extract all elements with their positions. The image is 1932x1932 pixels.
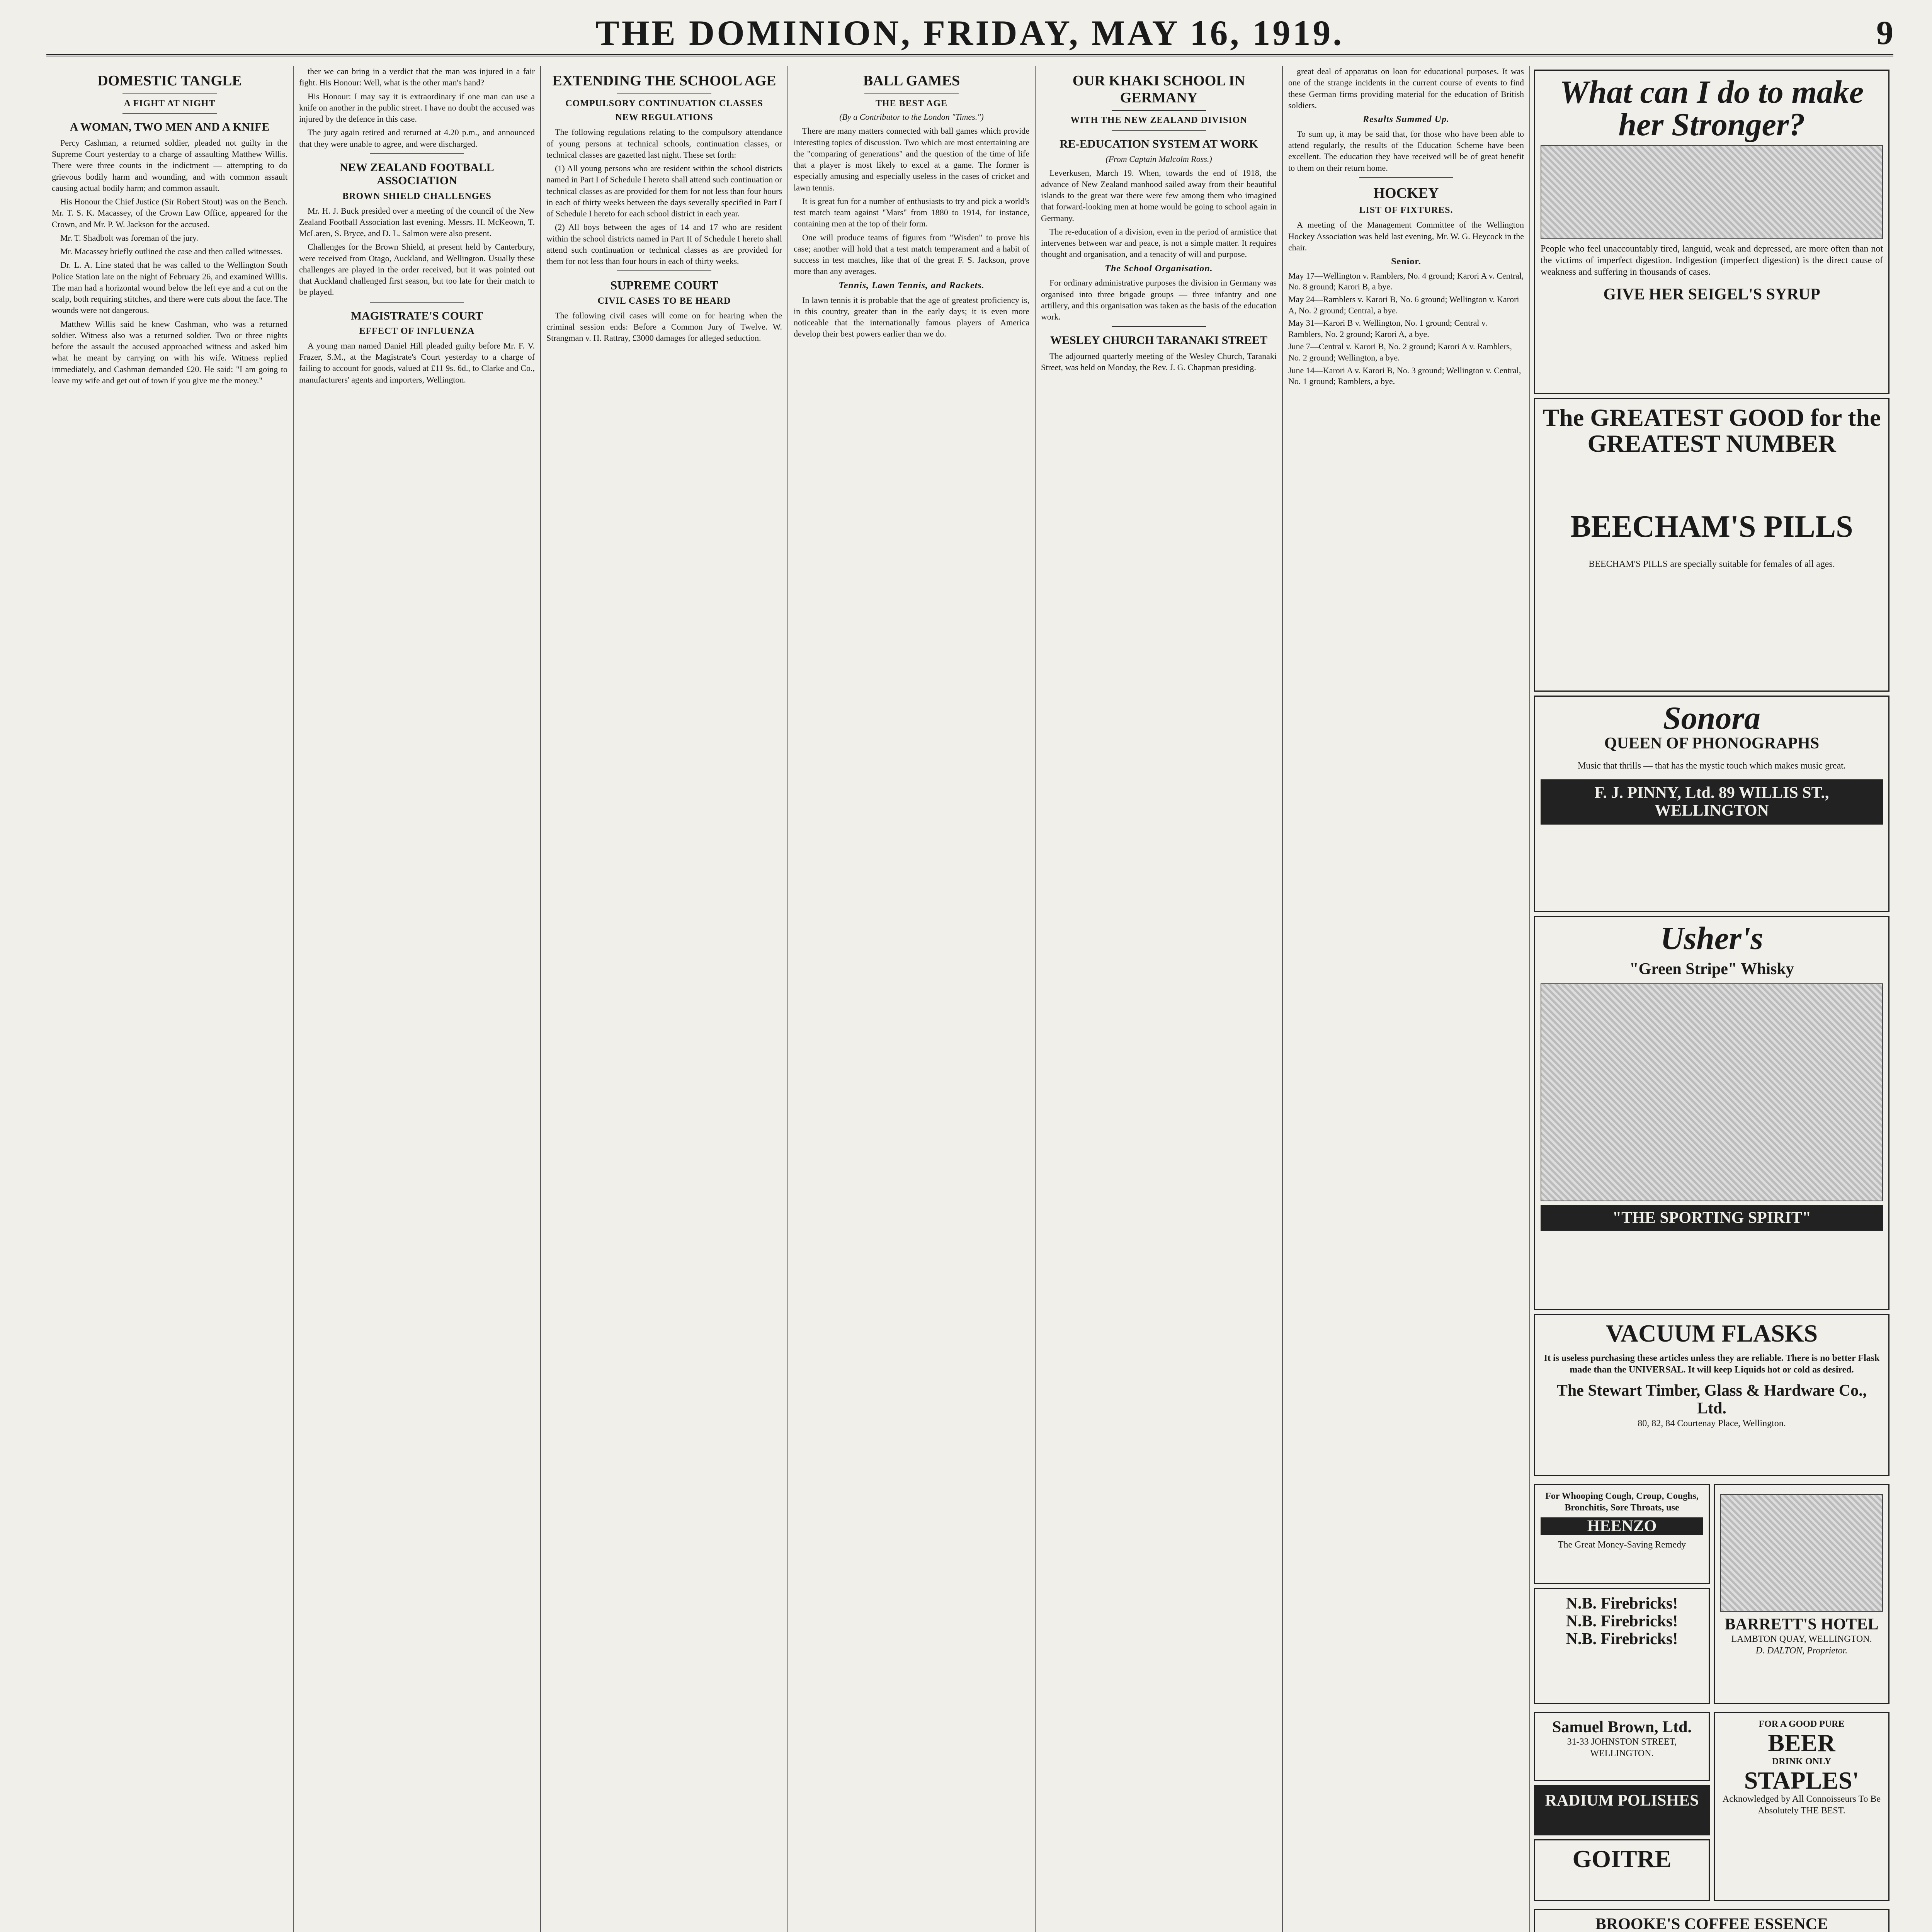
article-paragraph: Mr. Macassey briefly outlined the case and then called witnesses. bbox=[60, 247, 282, 257]
ad-proprietor: D. DALTON, Proprietor. bbox=[1755, 1646, 1848, 1656]
fixture-item: May 17—Wellington v. Ramblers, No. 4 ground; Karori A v. Central, No. 8 ground; Karori B, a bye. bbox=[1288, 270, 1524, 292]
ad-staples-beer bbox=[1714, 1712, 1889, 1901]
column-5 bbox=[1036, 66, 1283, 1932]
ad-row bbox=[1534, 1480, 1889, 1708]
illustration-woman bbox=[1541, 145, 1883, 239]
article-paragraph: The adjourned quarterly meeting of the Wesley Church, Taranaki Street, was held on Monday, the Rev. J. G. Chapman presiding. bbox=[1041, 351, 1277, 372]
illustration-hotel bbox=[1720, 1494, 1883, 1612]
ad-dealer: F. J. PINNY, Ltd. 89 WILLIS ST., WELLINGTON bbox=[1541, 779, 1883, 824]
ad-headline: The GREATEST GOOD for the GREATEST NUMBER bbox=[1543, 404, 1881, 457]
ad-heenzo bbox=[1534, 1484, 1710, 1584]
ad-firebricks bbox=[1534, 1588, 1710, 1704]
ad-body: People who feel unaccountably tired, languid, weak and depressed, are more often than not the victims of imperfect digestion. Indigestion (imperfect digestion) is the direct cause of weakness and suffering in thousands of cases. bbox=[1541, 244, 1883, 277]
ad-headline: For Whooping Cough, Croup, Coughs, Bronchitis, Sore Throats, use bbox=[1545, 1491, 1699, 1513]
headline-magistrates-court: MAGISTRATE'S COURT bbox=[350, 309, 483, 322]
subhead: WITH THE NEW ZEALAND DIVISION bbox=[1070, 115, 1247, 126]
ad-subtitle: The Great Money-Saving Remedy bbox=[1558, 1540, 1686, 1550]
article-paragraph: Percy Cashman, a returned soldier, pleaded not guilty in the Supreme Court yesterday to a charge of assaulting Matthew Willis. There were three counts in the indictment — attempting to do grievous bodily harm and wounding, and with common assault causing actual bodily harm; and common assault. bbox=[52, 138, 287, 193]
article-paragraph: Mr. H. J. Buck presided over a meeting of the council of the New Zealand Football Association last evening. Messrs. H. McKeown, T. McLaren, S. Bryce, and D. L. Salmon were also present. bbox=[299, 206, 535, 238]
ad-subtitle: QUEEN OF PHONOGRAPHS bbox=[1604, 735, 1820, 752]
headline-wesley-church: WESLEY CHURCH TARANAKI STREET bbox=[1050, 334, 1268, 347]
rule bbox=[370, 302, 464, 303]
headline-school-age: EXTENDING THE SCHOOL AGE bbox=[552, 73, 776, 89]
ad-brand: GIVE HER SEIGEL'S SYRUP bbox=[1603, 286, 1820, 303]
ad-tagline: "THE SPORTING SPIRIT" bbox=[1541, 1205, 1883, 1231]
article-paragraph: Matthew Willis said he knew Cashman, who was a returned soldier. Witness also was a returned soldier. Two or three nights before the assault the accused approached witness and asked him what he meant by carrying on with his wife. Witness replied immediately, and Cashman demanded £20. He said: "I am going to leave my wife and get out of town if you give me the money." bbox=[52, 319, 287, 385]
ad-subtitle: LAMBTON QUAY, WELLINGTON. bbox=[1731, 1634, 1872, 1645]
subhead: LIST OF FIXTURES. bbox=[1359, 205, 1453, 216]
article-paragraph: Dr. L. A. Line stated that he was called to the Wellington South Police Station late on the night of February 26, and examined Willis. The man had a horizontal wound below the left eye and a cut on the scalp, both requiring stitches, and there were cuts about the face. The wounds were not dangerous. bbox=[52, 260, 287, 315]
ad-firm: The Stewart Timber, Glass & Hardware Co., Ltd. bbox=[1556, 1382, 1867, 1418]
ad-vacuum-flasks bbox=[1534, 1314, 1889, 1476]
byline: (By a Contributor to the London "Times.") bbox=[839, 112, 984, 122]
rule bbox=[1112, 110, 1206, 111]
article-paragraph: In lawn tennis it is probable that the age of greatest proficiency is, in this country, greater than in the early days; it is even more noticeable that the internationally famous players of America develop their best powers earlier than we do. bbox=[794, 295, 1029, 339]
byline: (From Captain Malcolm Ross.) bbox=[1105, 154, 1212, 164]
ad-goitre bbox=[1534, 1839, 1710, 1901]
ad-ushers-whisky bbox=[1534, 916, 1889, 1310]
fixture-item: June 7—Central v. Karori B, No. 2 ground; Karori A v. Ramblers, No. 2 ground; Wellington, a bye. bbox=[1288, 342, 1512, 362]
ad-row bbox=[1534, 1708, 1889, 1905]
article-paragraph: The re-education of a division, even in the period of armistice that intervenes between war and peace, is not a simple matter. It requires thought and organisation, and a tenacity of will and purpose. bbox=[1041, 226, 1277, 259]
ad-address: 31-33 JOHNSTON STREET, WELLINGTON. bbox=[1567, 1737, 1677, 1759]
column-3 bbox=[541, 66, 788, 1932]
article-paragraph: For ordinary administrative purposes the division in Germany was organised into three brigade groups — three infantry and one artillery, and this organisation was taken as the basis of the education work. bbox=[1041, 278, 1277, 322]
ad-radium-polishes bbox=[1534, 1785, 1710, 1835]
ad-subtitle: "Green Stripe" Whisky bbox=[1629, 960, 1794, 978]
headline-hockey: HOCKEY bbox=[1373, 185, 1439, 201]
column-4 bbox=[788, 66, 1036, 1932]
section-heading: Tennis, Lawn Tennis, and Rackets. bbox=[838, 280, 985, 291]
column-1 bbox=[46, 66, 294, 1932]
ad-body: Music that thrills — that has the mystic touch which makes music great. bbox=[1578, 761, 1846, 771]
ad-brand: Usher's bbox=[1660, 920, 1764, 956]
ad-brand: BEER bbox=[1768, 1729, 1835, 1757]
fixture-item: May 24—Ramblers v. Karori B, No. 6 ground; Wellington v. Karori A, No. 2 ground; Central, a bye. bbox=[1288, 294, 1519, 315]
ad-body: It is useless purchasing these articles unless they are reliable. There is no better Flask made than the UNIVERSAL. It will keep Liquids hot or cold as desired. bbox=[1544, 1353, 1880, 1375]
article-paragraph: To sum up, it may be said that, for those who have been able to attend regularly, the results of the Education Scheme have been excellent. The education they have received will be of great benefit to them on their return home. bbox=[1288, 129, 1524, 173]
section-heading: Results Summed Up. bbox=[1362, 114, 1450, 124]
ad-brand: GOITRE bbox=[1572, 1845, 1672, 1872]
rule bbox=[1112, 130, 1206, 131]
article-paragraph: One will produce teams of figures from "Wisden" to prove his case; another will hold that a test match temperament and a habit of success in test matches, like that of the great F. S. Jackson, prove more than any averages. bbox=[794, 232, 1029, 276]
illustration-bottle bbox=[1541, 983, 1883, 1201]
article-paragraph: Leverkusen, March 19. When, towards the end of 1918, the advance of New Zealand manhood sailed away from their beautiful islands to the great war there were few among them who imagined that forward-looking men at home would be going to school again in Germany. bbox=[1041, 168, 1277, 223]
ad-mid: DRINK ONLY bbox=[1772, 1757, 1832, 1767]
fixture-item: May 31—Karori B v. Wellington, No. 1 ground; Central v. Ramblers, No. 2 ground; Karori A, a bye. bbox=[1288, 318, 1487, 339]
article-paragraph: The following civil cases will come on for hearing when the criminal session ends: Before a Common Jury of Twelve. W. Strangman v. H. Rattray, £3000 damages for alleged seduction. bbox=[546, 310, 782, 343]
article-paragraph: The following regulations relating to the compulsory attendance of young persons at technical schools, continuation classes, or technical classes are gazetted last night. These set forth: bbox=[546, 127, 782, 160]
article-paragraph: There are many matters connected with ball games which provide interesting topics of discussion. Two which are most entertaining are the "comparing of generations" and the question of the time of life that a player is most likely to excel at a game. The former is especially amusing and especially useless in the cases of cricket and lawn tennis. bbox=[794, 126, 1029, 192]
section-heading: The School Organisation. bbox=[1105, 263, 1213, 274]
subhead: CIVIL CASES TO BE HEARD bbox=[597, 296, 731, 306]
headline-domestic-tangle: DOMESTIC TANGLE bbox=[97, 73, 242, 89]
ad-headline: Samuel Brown, Ltd. bbox=[1552, 1718, 1692, 1736]
subhead: NEW REGULATIONS bbox=[615, 112, 713, 123]
article-paragraph: It is great fun for a number of enthusiasts to try and pick a world's test match team against "Mars" from 1880 to 1914, for instance, containing men at the top of their form. bbox=[794, 196, 1029, 229]
masthead bbox=[46, 12, 1893, 56]
ad-brand: RADIUM POLISHES bbox=[1545, 1792, 1699, 1810]
ad-brand: BROOKE'S COFFEE ESSENCE bbox=[1595, 1915, 1828, 1932]
headline-nz-football: NEW ZEALAND FOOTBALL ASSOCIATION bbox=[340, 161, 494, 187]
column-6 bbox=[1283, 66, 1530, 1932]
rule bbox=[1112, 326, 1206, 327]
advertisements-column bbox=[1530, 66, 1893, 1932]
article-paragraph: The jury again retired and returned at 4.20 p.m., and announced that they were unable to agree, and were discharged. bbox=[299, 128, 535, 149]
ad-brookes-coffee bbox=[1534, 1909, 1889, 1932]
rule bbox=[370, 153, 464, 154]
subhead: THE BEST AGE bbox=[875, 98, 948, 109]
ad-brand: HEENZO bbox=[1541, 1517, 1703, 1535]
ad-samuel-brown bbox=[1534, 1712, 1710, 1781]
article-paragraph: A young man named Daniel Hill pleaded guilty before Mr. F. V. Frazer, S.M., at the Magistrate's Court yesterday to a charge of failing to account for goods, valued at £11 9s. 6d., to Clarke and Co., manufacturers' agents and importers, Wellington. bbox=[299, 340, 535, 384]
ad-brand: Sonora bbox=[1663, 700, 1761, 736]
article-paragraph: (2) All boys between the ages of 14 and 17 who are resident within the school districts named in Part II of Schedule I hereto shall attend such continuation or technical classes as are provided for them for not less than four hours in each of thirty weeks. bbox=[546, 222, 782, 266]
ad-address: 80, 82, 84 Courtenay Place, Wellington. bbox=[1638, 1418, 1786, 1429]
article-paragraph: His Honour: I may say it is extraordinary if one man can use a knife on another in the public street. I have no doubt the accused was injured by the defence in this case. bbox=[299, 91, 535, 124]
article-paragraph: great deal of apparatus on loan for educational purposes. It was one of the strange incidents in the current course of events to find these German firms providing material for the education of British soldiers. bbox=[1288, 66, 1524, 110]
headline-khaki-school: OUR KHAKI SCHOOL IN GERMANY bbox=[1072, 73, 1245, 106]
subhead: EFFECT OF INFLUENZA bbox=[359, 326, 475, 337]
ad-beechams-pills bbox=[1534, 398, 1889, 692]
columns bbox=[46, 66, 1893, 1932]
column-2 bbox=[294, 66, 541, 1932]
ad-seigels-syrup bbox=[1534, 70, 1889, 394]
page-number: 9 bbox=[1876, 14, 1893, 52]
headline-supreme-court: SUPREME COURT bbox=[610, 278, 718, 293]
rule bbox=[617, 270, 711, 271]
headline-woman-two-men: A WOMAN, TWO MEN AND A KNIFE bbox=[70, 121, 270, 134]
fixtures-heading: Senior. bbox=[1391, 257, 1421, 267]
ad-tagline: Acknowledged by All Connoisseurs To Be Absolutely THE BEST. bbox=[1722, 1794, 1881, 1816]
newspaper-title: THE DOMINION, FRIDAY, MAY 16, 1919. bbox=[595, 13, 1344, 53]
ad-headline: What can I do to make her Stronger? bbox=[1560, 74, 1864, 143]
article-paragraph: His Honour the Chief Justice (Sir Robert Stout) was on the Bench. Mr. T. S. K. Macassey, of the Crown Law Office, appeared for the Crown, and Mr. P. W. Jackson for the accused. bbox=[52, 197, 287, 229]
rule bbox=[122, 113, 217, 114]
fixture-item: June 14—Karori A v. Karori B, No. 3 ground; Wellington v. Central, No. 1 ground; Ramblers, a bye. bbox=[1288, 365, 1521, 386]
ad-line: N.B. Firebricks! bbox=[1566, 1595, 1678, 1612]
ad-note: BEECHAM'S PILLS are specially suitable for females of all ages. bbox=[1588, 559, 1835, 570]
ad-line: N.B. Firebricks! bbox=[1566, 1612, 1678, 1631]
article-paragraph: Challenges for the Brown Shield, at present held by Canterbury, were received from Otago, Auckland, and Wellington. Usually these challenges are played in the order received, but it was pointed out that Auckland challenged first season, but too late for their match to be played. bbox=[299, 242, 535, 297]
ad-top: FOR A GOOD PURE bbox=[1759, 1719, 1845, 1729]
rule bbox=[1359, 177, 1453, 178]
article-paragraph: ther we can bring in a verdict that the man was injured in a fair fight. His Honour: Well, what is the other man's hand? bbox=[299, 66, 535, 88]
ad-line: N.B. Firebricks! bbox=[1566, 1630, 1678, 1648]
subhead: A FIGHT AT NIGHT bbox=[124, 98, 216, 109]
article-paragraph: (1) All young persons who are resident within the school districts named in Part I of Schedule I hereto shall attend such continuation or technical classes as are provided for them for not less than four hours in each of thirty weeks between the days severally specified in Part I of Schedule I hereto for each school district in each year. bbox=[546, 163, 782, 219]
ad-name: STAPLES' bbox=[1744, 1767, 1859, 1794]
ad-barretts-hotel bbox=[1714, 1484, 1889, 1704]
subhead: BROWN SHIELD CHALLENGES bbox=[342, 191, 492, 201]
headline-re-education: RE-EDUCATION SYSTEM AT WORK bbox=[1060, 138, 1258, 151]
ad-brand: BEECHAM'S PILLS bbox=[1570, 510, 1853, 544]
ad-sonora-phonograph bbox=[1534, 696, 1889, 912]
subhead: COMPULSORY CONTINUATION CLASSES bbox=[565, 98, 763, 109]
article-paragraph: Mr. T. Shadbolt was foreman of the jury. bbox=[60, 233, 199, 243]
ad-headline: BARRETT'S HOTEL bbox=[1725, 1616, 1879, 1633]
article-paragraph: A meeting of the Management Committee of the Wellington Hockey Association was held last evening, Mr. W. G. Heycock in the chair. bbox=[1288, 220, 1524, 252]
ad-headline: VACUUM FLASKS bbox=[1605, 1320, 1818, 1347]
headline-ball-games: BALL GAMES bbox=[863, 73, 960, 89]
